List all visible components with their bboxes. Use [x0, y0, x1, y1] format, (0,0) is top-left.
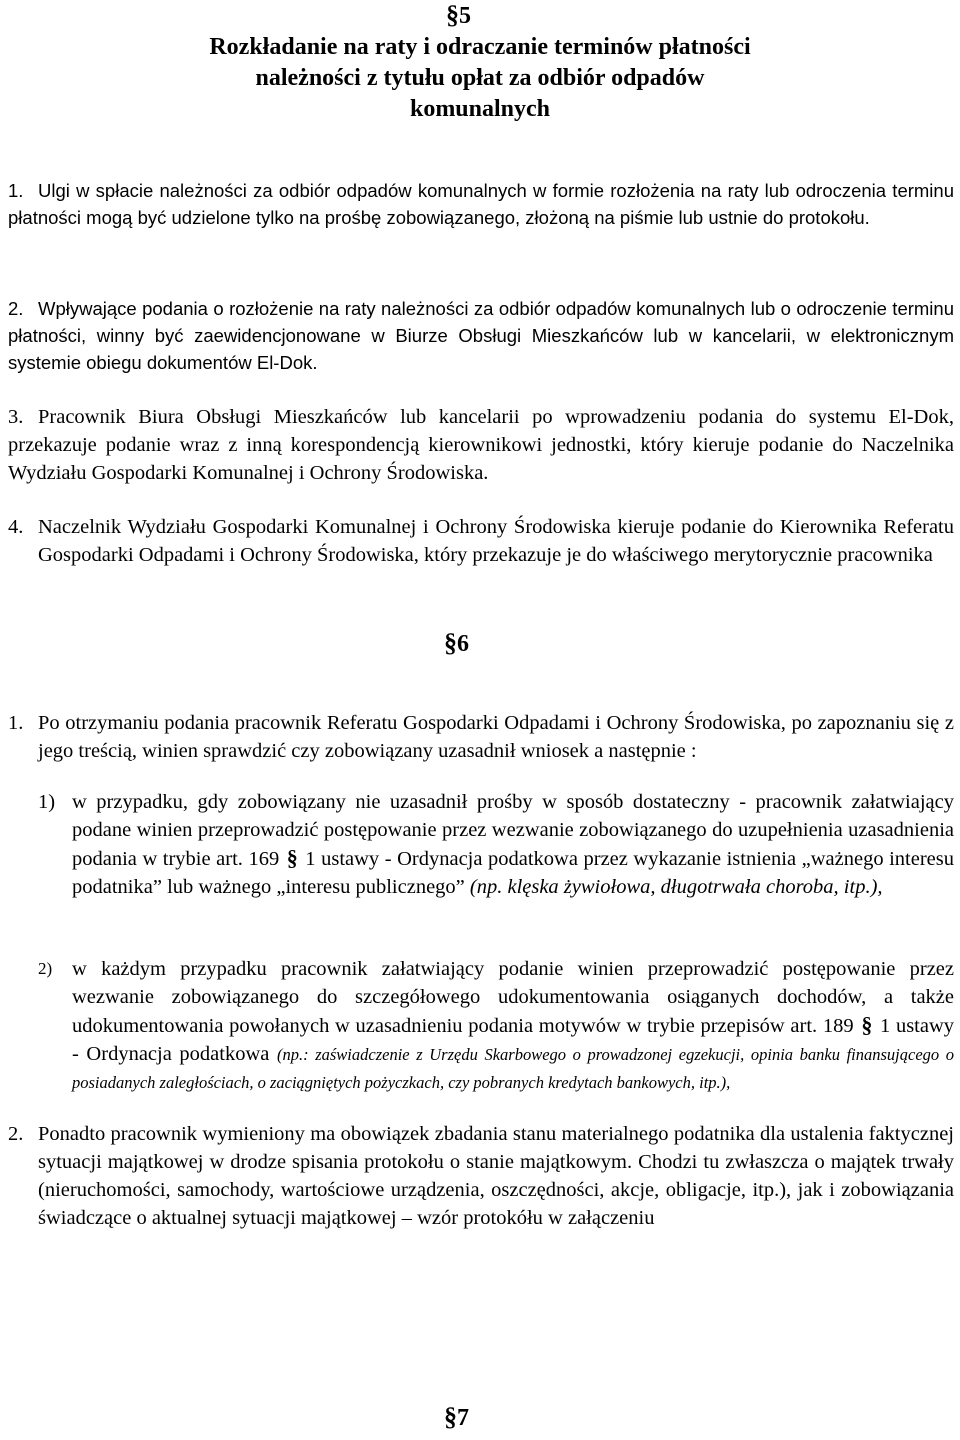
title-line-2: należności z tytułu opłat za odbiór odpadów [255, 65, 705, 91]
section-7-heading [444, 1402, 469, 1432]
section-6-paragraph-1 [8, 709, 954, 765]
section-symbol: § [286, 845, 298, 870]
paragraph-text: Po otrzymaniu podania pracownik Referatu Gospodarki Odpadami i Ochrony Środowiska, po zapoznaniu się z jego treścią, winien sprawdzić czy zobowiązany uzasadnił wniosek a następnie : [38, 712, 954, 762]
document-title [100, 32, 860, 125]
paragraph-text: Ponadto pracownik wymieniony ma obowiązek zbadania stanu materialnego podatnika dla ustalenia faktycznej sytuacji majątkowej w drodze spisania protokołu o stanie majątkowym. Chodzi tu zwłaszcza o majątek trwały (nieruchomości, samochody, wartościowe urządzenia, oszczędności, akcje, obligacje, itp.), jak i zobowiązania świadczące o aktualnej sytuacji majątkowej – wzór protokółu w załączeniu [38, 1123, 954, 1229]
section-symbol: § [444, 1402, 457, 1431]
title-line-1: Rozkładanie na raty i odraczanie terminów płatności [209, 34, 751, 60]
list-item-text [38, 788, 954, 901]
paragraph-2 [8, 295, 954, 376]
paragraph-1 [8, 177, 954, 231]
paragraph-number: 2. [8, 298, 24, 319]
paragraph-4 [8, 513, 954, 569]
list-item-2 [38, 955, 954, 1096]
paragraph-number: 3. [8, 406, 24, 428]
paragraph-3 [8, 403, 954, 487]
section-number: 6 [457, 631, 469, 657]
list-item-note: (np. klęska żywiołowa, długotrwała choroba, itp.), [469, 876, 883, 898]
paragraph-text: Wpływające podania o rozłożenie na raty należności za odbiór odpadów komunalnych lub o odroczenie terminu płatności, winny być zaewidencjonowane w Biurze Obsługi Mieszkańców lub w kancelarii, w elektronicznym systemie obiegu dokumentów El-Dok. [8, 298, 954, 373]
section-6-paragraph-2 [8, 1120, 954, 1232]
paragraph-text: Ulgi w spłacie należności za odbiór odpadów komunalnych w formie rozłożenia na raty lub odroczenia terminu płatności mogą być udzielone tylko na prośbę zobowiązanego, złożoną na piśmie lub ustnie do protokołu. [8, 180, 954, 228]
section-number: 5 [459, 3, 471, 29]
section-symbol: § [861, 1012, 873, 1037]
list-item-text-part-a: w każdym przypadku pracownik załatwiający podanie winien przeprowadzić postępowanie przez wezwanie zobowiązanego do szczegółowego udokumentowania osiąganych dochodów, a także udokumentowania powołanych w uzasadnieniu podania motywów w trybie przepisów art. 189 [72, 958, 954, 1037]
paragraph-text: Naczelnik Wydziału Gospodarki Komunalnej i Ochrony Środowiska kieruje podanie do Kierownika Referatu Gospodarki Odpadami i Ochrony Środowiska, który przekazuje je do właściwego merytorycznie pracownika [38, 516, 954, 566]
list-item-number: 2) [38, 959, 53, 978]
list-item-text [38, 955, 954, 1096]
paragraph-text: Pracownik Biura Obsługi Mieszkańców lub kancelarii po wprowadzeniu podania do systemu El-Dok, przekazuje podanie wraz z inną korespondencją kierownikowi jednostki, który kieruje podanie do Naczelnika Wydziału Gospodarki Komunalnej i Ochrony Środowiska. [8, 406, 954, 484]
list-item-text-part-a: w przypadku, gdy zobowiązany nie uzasadnił prośby w sposób dostateczny - pracownik załatwiający podane winien przeprowadzić postępowanie przez wezwanie zobowiązanego do uzupełnienia uzasadnienia podania w trybie art. 169 [72, 791, 954, 870]
list-item-note: (np.: zaświadczenie z Urzędu Skarbowego o prowadzonej egzekucji, opinia banku finansującego o posiadanych zaległościach, o zaciągniętych pożyczkach, czy pobranych kredytach bankowych, itp.), [72, 1045, 954, 1092]
list-item-text-part-b: 1 ustawy - Ordynacja podatkowa przez wykazanie istnienia „ważnego interesu podatnika” lub ważnego „interesu publicznego” [72, 848, 955, 898]
list-item-1 [38, 788, 954, 901]
list-item-text-part-b: 1 ustawy - Ordynacja podatkowa [72, 1015, 955, 1065]
section-symbol: § [446, 0, 459, 29]
title-line-3: komunalnych [409, 96, 551, 122]
section-number: 7 [457, 1405, 469, 1431]
paragraph-number: 1. [8, 180, 24, 201]
list-item-number: 1) [38, 791, 56, 813]
section-symbol: § [444, 628, 457, 657]
paragraph-number: 1. [8, 712, 24, 734]
section-6-heading [444, 628, 469, 658]
paragraph-number: 4. [8, 516, 24, 538]
paragraph-number: 2. [8, 1123, 24, 1145]
section-5-heading [446, 0, 471, 30]
